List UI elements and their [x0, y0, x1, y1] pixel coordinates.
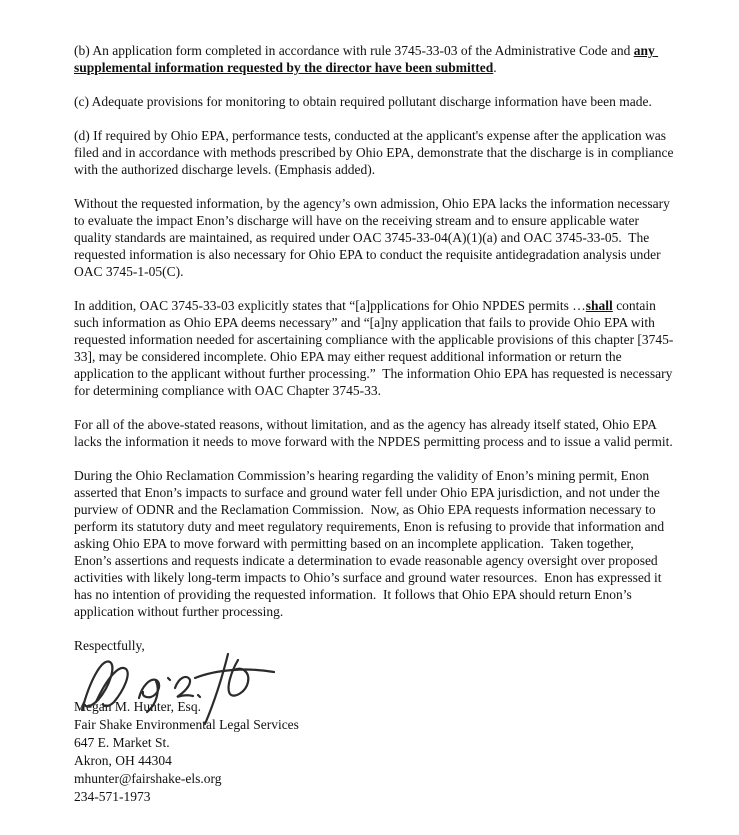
- street-address: 647 E. Market St.: [74, 735, 170, 750]
- email-address: mhunter@fairshake-els.org: [74, 771, 222, 786]
- paragraph-oac-3745-33-03: In addition, OAC 3745-33-03 explicitly states that “[a]pplications for Ohio NPDES permits …shall contain such information as Ohio EPA deems necessary” and “[a]ny application that fails to provide Ohio EPA with requested information needed for ascertaining compliance with the applicable provisions of this chapter [3745-33], may be considered incomplete. Ohio EPA may either request additional information or return the application to the applicant without further processing.” The information Ohio EPA has requested is necessary for determining compliance with OAC Chapter 3745-33.: [74, 298, 676, 398]
- paragraph-c: (c) Adequate provisions for monitoring to obtain required pollutant discharge information have been made.: [74, 94, 652, 109]
- closing-salutation: Respectfully,: [74, 638, 145, 653]
- paragraph-without-requested-information: Without the requested information, by the agency’s own admission, Ohio EPA lacks the information necessary to evaluate the impact Enon’s discharge will have on the receiving stream and to ensure applicable water quality standards are maintained, as required under OAC 3745-33-04(A)(1)(a) and OAC 3745-33-05. The requested information is also necessary for Ohio EPA to conduct the requisite antidegradation analysis under OAC 3745-1-05(C).: [74, 196, 674, 279]
- paragraph-conclusion: For all of the above-stated reasons, without limitation, and as the agency has already itself stated, Ohio EPA lacks the information it needs to move forward with the NPDES permitting process and to issue a valid permit.: [74, 417, 673, 449]
- paragraph-d: (d) If required by Ohio EPA, performance tests, conducted at the applicant's expense after the application was filed and in accordance with methods prescribed by Ohio EPA, demonstrate that the discharge is in compliance with the authorized discharge levels. (Emphasis added).: [74, 128, 677, 177]
- paragraph-b: (b) An application form completed in accordance with rule 3745-33-03 of the Administrative Code and any supplemental information requested by the director have been submitted.: [74, 43, 659, 75]
- signature-area: [74, 654, 674, 698]
- phone-number: 234-571-1973: [74, 789, 151, 804]
- letter-body: [74, 42, 677, 620]
- city-state-zip: Akron, OH 44304: [74, 753, 172, 768]
- signature-address-block: [74, 716, 674, 806]
- organization-name: Fair Shake Environmental Legal Services: [74, 717, 299, 732]
- paragraph-reclamation-commission: During the Ohio Reclamation Commission’s hearing regarding the validity of Enon’s mining permit, Enon asserted that Enon’s impacts to surface and ground water fell under Ohio EPA jurisdiction, and not under the purview of ODNR and the Reclamation Commission. Now, as Ohio EPA requests information necessary to perform its statutory duty and meet regulatory requirements, Enon is refusing to provide that information and asking Ohio EPA to move forward with permitting based on an incomplete application. Taken together, Enon’s assertions and requests indicate a determination to evade reasonable agency oversight over proposed activities with likely long-term impacts to Ohio’s surface and ground water resources. Enon has expressed it has no intention of providing the requested information. It follows that Ohio EPA should return Enon’s application without further processing.: [74, 468, 668, 619]
- signatory-name: Megan M. Hunter, Esq.: [74, 699, 201, 714]
